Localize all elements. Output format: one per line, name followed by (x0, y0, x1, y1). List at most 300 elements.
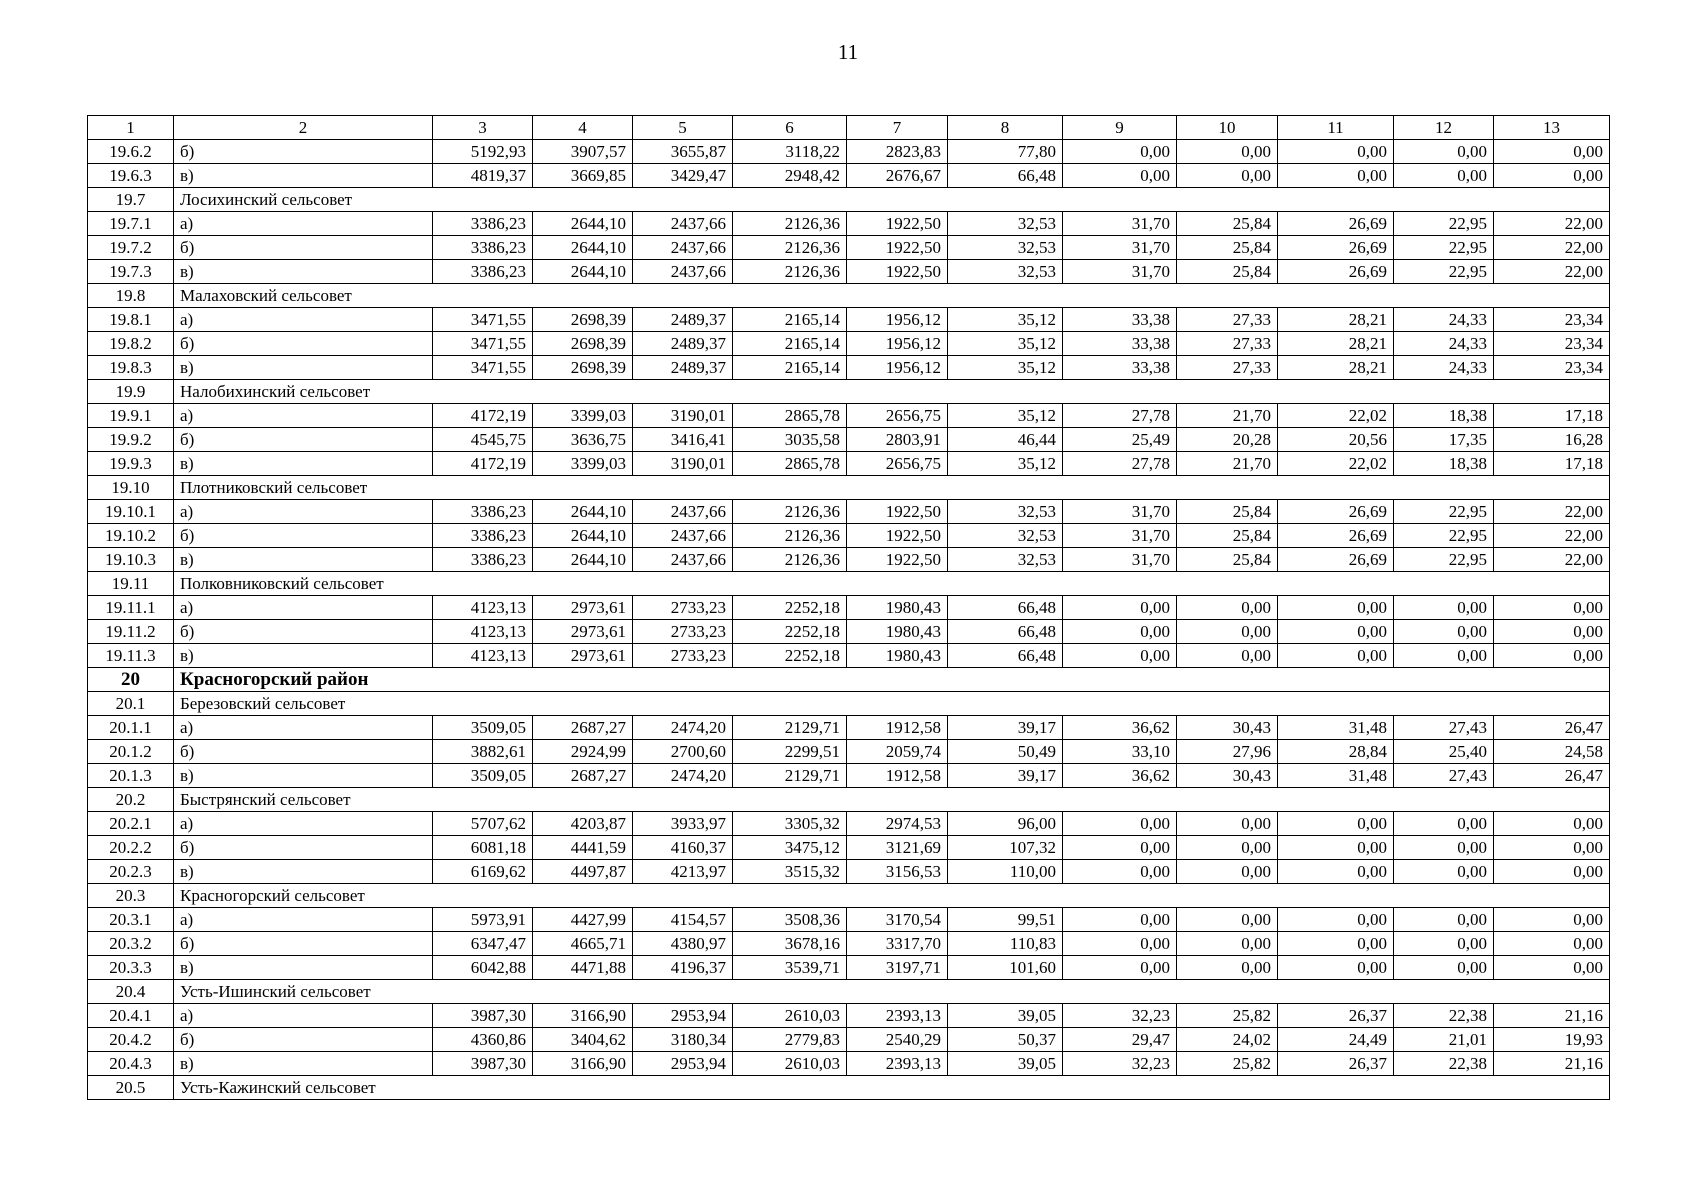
row-code: 20.1.2 (88, 740, 174, 764)
value-cell: 1922,50 (847, 260, 948, 284)
value-cell: 2656,75 (847, 452, 948, 476)
value-cell: 3471,55 (433, 332, 533, 356)
table-row (88, 716, 1610, 740)
table-row (88, 308, 1610, 332)
value-cell: 2687,27 (533, 716, 633, 740)
value-cell: 21,70 (1177, 452, 1278, 476)
value-cell: 2299,51 (733, 740, 847, 764)
value-cell: 0,00 (1394, 596, 1494, 620)
section-header-row (88, 284, 1610, 308)
value-cell: 3035,58 (733, 428, 847, 452)
section-name: Полковниковский сельсовет (174, 572, 1610, 596)
row-subitem: в) (174, 260, 433, 284)
value-cell: 1922,50 (847, 500, 948, 524)
row-code: 20.3.3 (88, 956, 174, 980)
value-cell: 31,70 (1063, 548, 1177, 572)
row-subitem: в) (174, 452, 433, 476)
row-code: 19.7.1 (88, 212, 174, 236)
section-name: Лосихинский сельсовет (174, 188, 1610, 212)
row-subitem: а) (174, 404, 433, 428)
value-cell: 50,49 (948, 740, 1063, 764)
value-cell: 3636,75 (533, 428, 633, 452)
value-cell: 25,84 (1177, 260, 1278, 284)
value-cell: 3669,85 (533, 164, 633, 188)
value-cell: 3386,23 (433, 260, 533, 284)
value-cell: 0,00 (1394, 620, 1494, 644)
row-code: 20.2.2 (88, 836, 174, 860)
value-cell: 3190,01 (633, 452, 733, 476)
value-cell: 2393,13 (847, 1004, 948, 1028)
value-cell: 22,00 (1494, 548, 1610, 572)
value-cell: 4172,19 (433, 404, 533, 428)
value-cell: 0,00 (1394, 164, 1494, 188)
table-row (88, 740, 1610, 764)
row-code: 20.1.1 (88, 716, 174, 740)
value-cell: 3386,23 (433, 548, 533, 572)
value-cell: 2437,66 (633, 260, 733, 284)
value-cell: 2489,37 (633, 308, 733, 332)
value-cell: 2437,66 (633, 236, 733, 260)
value-cell: 2126,36 (733, 212, 847, 236)
value-cell: 26,47 (1494, 716, 1610, 740)
value-cell: 4497,87 (533, 860, 633, 884)
value-cell: 39,05 (948, 1004, 1063, 1028)
value-cell: 2126,36 (733, 524, 847, 548)
value-cell: 3882,61 (433, 740, 533, 764)
value-cell: 0,00 (1177, 932, 1278, 956)
row-subitem: б) (174, 740, 433, 764)
value-cell: 25,84 (1177, 212, 1278, 236)
value-cell: 1922,50 (847, 212, 948, 236)
value-cell: 6081,18 (433, 836, 533, 860)
value-cell: 96,00 (948, 812, 1063, 836)
value-cell: 31,48 (1278, 764, 1394, 788)
value-cell: 1922,50 (847, 524, 948, 548)
value-cell: 4427,99 (533, 908, 633, 932)
value-cell: 22,00 (1494, 212, 1610, 236)
value-cell: 26,69 (1278, 236, 1394, 260)
value-cell: 3180,34 (633, 1028, 733, 1052)
section-header-row (88, 692, 1610, 716)
value-cell: 25,49 (1063, 428, 1177, 452)
value-cell: 1980,43 (847, 596, 948, 620)
value-cell: 2924,99 (533, 740, 633, 764)
row-subitem: б) (174, 428, 433, 452)
row-code: 19.8.3 (88, 356, 174, 380)
table-row (88, 140, 1610, 164)
value-cell: 2700,60 (633, 740, 733, 764)
section-header-row (88, 476, 1610, 500)
column-header: 12 (1394, 116, 1494, 140)
value-cell: 0,00 (1394, 932, 1494, 956)
section-header-row (88, 884, 1610, 908)
value-cell: 26,69 (1278, 548, 1394, 572)
table-row (88, 260, 1610, 284)
value-cell: 27,78 (1063, 452, 1177, 476)
value-cell: 0,00 (1494, 932, 1610, 956)
value-cell: 28,21 (1278, 356, 1394, 380)
column-header: 13 (1494, 116, 1610, 140)
section-name: Налобихинский сельсовет (174, 380, 1610, 404)
value-cell: 1980,43 (847, 620, 948, 644)
value-cell: 22,02 (1278, 404, 1394, 428)
value-cell: 2656,75 (847, 404, 948, 428)
row-subitem: а) (174, 596, 433, 620)
value-cell: 4380,97 (633, 932, 733, 956)
value-cell: 0,00 (1177, 836, 1278, 860)
value-cell: 26,47 (1494, 764, 1610, 788)
value-cell: 0,00 (1278, 932, 1394, 956)
value-cell: 0,00 (1494, 836, 1610, 860)
value-cell: 19,93 (1494, 1028, 1610, 1052)
value-cell: 35,12 (948, 452, 1063, 476)
table-row (88, 452, 1610, 476)
section-name: Плотниковский сельсовет (174, 476, 1610, 500)
value-cell: 28,84 (1278, 740, 1394, 764)
section-header-row (88, 788, 1610, 812)
value-cell: 4471,88 (533, 956, 633, 980)
value-cell: 2126,36 (733, 548, 847, 572)
value-cell: 3475,12 (733, 836, 847, 860)
table-row (88, 236, 1610, 260)
value-cell: 33,38 (1063, 308, 1177, 332)
value-cell: 2252,18 (733, 644, 847, 668)
value-cell: 0,00 (1177, 596, 1278, 620)
column-header: 10 (1177, 116, 1278, 140)
value-cell: 31,70 (1063, 260, 1177, 284)
row-subitem: б) (174, 524, 433, 548)
value-cell: 0,00 (1278, 836, 1394, 860)
value-cell: 4160,37 (633, 836, 733, 860)
row-code: 19.8.1 (88, 308, 174, 332)
value-cell: 0,00 (1494, 908, 1610, 932)
column-header: 3 (433, 116, 533, 140)
value-cell: 2437,66 (633, 548, 733, 572)
value-cell: 3429,47 (633, 164, 733, 188)
value-cell: 27,33 (1177, 332, 1278, 356)
value-cell: 2126,36 (733, 260, 847, 284)
table-row (88, 836, 1610, 860)
value-cell: 30,43 (1177, 764, 1278, 788)
value-cell: 24,58 (1494, 740, 1610, 764)
value-cell: 2129,71 (733, 764, 847, 788)
value-cell: 0,00 (1278, 812, 1394, 836)
row-code: 20.1.3 (88, 764, 174, 788)
value-cell: 2973,61 (533, 620, 633, 644)
column-header: 7 (847, 116, 948, 140)
value-cell: 16,28 (1494, 428, 1610, 452)
value-cell: 2698,39 (533, 332, 633, 356)
row-subitem: б) (174, 836, 433, 860)
value-cell: 3386,23 (433, 236, 533, 260)
row-subitem: в) (174, 164, 433, 188)
value-cell: 23,34 (1494, 308, 1610, 332)
value-cell: 0,00 (1177, 140, 1278, 164)
section-name: Березовский сельсовет (174, 692, 1610, 716)
value-cell: 22,02 (1278, 452, 1394, 476)
value-cell: 26,69 (1278, 500, 1394, 524)
table-row (88, 404, 1610, 428)
value-cell: 2610,03 (733, 1052, 847, 1076)
row-subitem: б) (174, 1028, 433, 1052)
value-cell: 3508,36 (733, 908, 847, 932)
value-cell: 18,38 (1394, 404, 1494, 428)
value-cell: 3386,23 (433, 524, 533, 548)
value-cell: 5707,62 (433, 812, 533, 836)
row-subitem: а) (174, 1004, 433, 1028)
value-cell: 3386,23 (433, 212, 533, 236)
value-cell: 2393,13 (847, 1052, 948, 1076)
value-cell: 0,00 (1494, 140, 1610, 164)
table-row (88, 908, 1610, 932)
row-code: 19.10.2 (88, 524, 174, 548)
value-cell: 2823,83 (847, 140, 948, 164)
row-subitem: б) (174, 620, 433, 644)
value-cell: 3166,90 (533, 1052, 633, 1076)
value-cell: 0,00 (1394, 956, 1494, 980)
value-cell: 21,01 (1394, 1028, 1494, 1052)
row-code: 19.9.2 (88, 428, 174, 452)
value-cell: 32,53 (948, 260, 1063, 284)
value-cell: 25,84 (1177, 524, 1278, 548)
column-header: 11 (1278, 116, 1394, 140)
value-cell: 4203,87 (533, 812, 633, 836)
column-header: 6 (733, 116, 847, 140)
row-subitem: а) (174, 812, 433, 836)
value-cell: 31,70 (1063, 500, 1177, 524)
value-cell: 26,69 (1278, 524, 1394, 548)
value-cell: 101,60 (948, 956, 1063, 980)
value-cell: 0,00 (1394, 908, 1494, 932)
row-code: 19.10 (88, 476, 174, 500)
value-cell: 39,05 (948, 1052, 1063, 1076)
row-subitem: а) (174, 716, 433, 740)
row-code: 19.7.3 (88, 260, 174, 284)
value-cell: 20,28 (1177, 428, 1278, 452)
value-cell: 0,00 (1494, 956, 1610, 980)
value-cell: 2865,78 (733, 452, 847, 476)
value-cell: 25,40 (1394, 740, 1494, 764)
row-code: 20.4.1 (88, 1004, 174, 1028)
value-cell: 3197,71 (847, 956, 948, 980)
value-cell: 1922,50 (847, 548, 948, 572)
value-cell: 2474,20 (633, 716, 733, 740)
value-cell: 26,69 (1278, 212, 1394, 236)
value-cell: 3404,62 (533, 1028, 633, 1052)
value-cell: 27,78 (1063, 404, 1177, 428)
row-code: 19.8 (88, 284, 174, 308)
value-cell: 4213,97 (633, 860, 733, 884)
value-cell: 3190,01 (633, 404, 733, 428)
value-cell: 26,37 (1278, 1004, 1394, 1028)
value-cell: 2698,39 (533, 308, 633, 332)
value-cell: 17,18 (1494, 404, 1610, 428)
value-cell: 22,00 (1494, 236, 1610, 260)
value-cell: 29,47 (1063, 1028, 1177, 1052)
value-cell: 0,00 (1063, 140, 1177, 164)
value-cell: 22,95 (1394, 548, 1494, 572)
value-cell: 22,95 (1394, 524, 1494, 548)
value-cell: 27,33 (1177, 356, 1278, 380)
value-cell: 50,37 (948, 1028, 1063, 1052)
value-cell: 46,44 (948, 428, 1063, 452)
page-number: 11 (837, 40, 859, 64)
value-cell: 2865,78 (733, 404, 847, 428)
value-cell: 39,17 (948, 716, 1063, 740)
district-name: Красногорский район (174, 668, 1610, 692)
section-name: Красногорский сельсовет (174, 884, 1610, 908)
value-cell: 1956,12 (847, 308, 948, 332)
value-cell: 0,00 (1494, 620, 1610, 644)
row-code: 19.11.1 (88, 596, 174, 620)
value-cell: 1956,12 (847, 332, 948, 356)
value-cell: 22,95 (1394, 260, 1494, 284)
value-cell: 24,33 (1394, 356, 1494, 380)
value-cell: 33,38 (1063, 356, 1177, 380)
value-cell: 35,12 (948, 356, 1063, 380)
value-cell: 2687,27 (533, 764, 633, 788)
value-cell: 3509,05 (433, 716, 533, 740)
column-header: 8 (948, 116, 1063, 140)
value-cell: 2165,14 (733, 332, 847, 356)
value-cell: 3933,97 (633, 812, 733, 836)
value-cell: 0,00 (1278, 140, 1394, 164)
row-subitem: в) (174, 764, 433, 788)
value-cell: 25,84 (1177, 236, 1278, 260)
value-cell: 0,00 (1177, 620, 1278, 644)
value-cell: 24,33 (1394, 308, 1494, 332)
row-subitem: в) (174, 860, 433, 884)
table-row (88, 428, 1610, 452)
value-cell: 0,00 (1394, 140, 1494, 164)
row-code: 19.9.3 (88, 452, 174, 476)
value-cell: 22,00 (1494, 524, 1610, 548)
value-cell: 0,00 (1177, 860, 1278, 884)
value-cell: 20,56 (1278, 428, 1394, 452)
value-cell: 27,43 (1394, 716, 1494, 740)
value-cell: 4819,37 (433, 164, 533, 188)
value-cell: 2126,36 (733, 500, 847, 524)
value-cell: 4154,57 (633, 908, 733, 932)
value-cell: 2698,39 (533, 356, 633, 380)
value-cell: 32,53 (948, 236, 1063, 260)
table-row (88, 956, 1610, 980)
value-cell: 2973,61 (533, 596, 633, 620)
value-cell: 2803,91 (847, 428, 948, 452)
column-header: 4 (533, 116, 633, 140)
value-cell: 24,33 (1394, 332, 1494, 356)
value-cell: 2953,94 (633, 1004, 733, 1028)
value-cell: 2437,66 (633, 500, 733, 524)
value-cell: 0,00 (1063, 956, 1177, 980)
value-cell: 4545,75 (433, 428, 533, 452)
row-code: 20.2.1 (88, 812, 174, 836)
value-cell: 3471,55 (433, 356, 533, 380)
section-name: Усть-Ишинский сельсовет (174, 980, 1610, 1004)
table-row (88, 548, 1610, 572)
table-row (88, 620, 1610, 644)
value-cell: 3118,22 (733, 140, 847, 164)
value-cell: 28,21 (1278, 308, 1394, 332)
value-cell: 2779,83 (733, 1028, 847, 1052)
value-cell: 0,00 (1278, 164, 1394, 188)
row-code: 20.5 (88, 1076, 174, 1100)
value-cell: 3655,87 (633, 140, 733, 164)
row-code: 19.9.1 (88, 404, 174, 428)
value-cell: 0,00 (1177, 644, 1278, 668)
row-code: 20.4 (88, 980, 174, 1004)
table-row (88, 1052, 1610, 1076)
value-cell: 3156,53 (847, 860, 948, 884)
table-row (88, 500, 1610, 524)
value-cell: 4360,86 (433, 1028, 533, 1052)
column-header: 1 (88, 116, 174, 140)
value-cell: 3987,30 (433, 1052, 533, 1076)
row-code: 19.11.3 (88, 644, 174, 668)
value-cell: 36,62 (1063, 764, 1177, 788)
value-cell: 3987,30 (433, 1004, 533, 1028)
value-cell: 3539,71 (733, 956, 847, 980)
value-cell: 3170,54 (847, 908, 948, 932)
value-cell: 1980,43 (847, 644, 948, 668)
value-cell: 3907,57 (533, 140, 633, 164)
value-cell: 99,51 (948, 908, 1063, 932)
row-code: 19.7.2 (88, 236, 174, 260)
table-row (88, 860, 1610, 884)
value-cell: 21,16 (1494, 1052, 1610, 1076)
value-cell: 2644,10 (533, 260, 633, 284)
row-subitem: б) (174, 932, 433, 956)
value-cell: 3399,03 (533, 452, 633, 476)
tariff-table (87, 115, 1610, 1100)
district-header-row (88, 668, 1610, 692)
value-cell: 32,23 (1063, 1004, 1177, 1028)
value-cell: 3416,41 (633, 428, 733, 452)
value-cell: 2252,18 (733, 620, 847, 644)
value-cell: 3399,03 (533, 404, 633, 428)
row-code: 19.11.2 (88, 620, 174, 644)
value-cell: 22,95 (1394, 500, 1494, 524)
row-subitem: б) (174, 140, 433, 164)
value-cell: 32,53 (948, 212, 1063, 236)
value-cell: 2676,67 (847, 164, 948, 188)
value-cell: 2474,20 (633, 764, 733, 788)
value-cell: 21,16 (1494, 1004, 1610, 1028)
value-cell: 2644,10 (533, 548, 633, 572)
row-subitem: а) (174, 908, 433, 932)
value-cell: 25,82 (1177, 1004, 1278, 1028)
value-cell: 32,53 (948, 500, 1063, 524)
value-cell: 4123,13 (433, 644, 533, 668)
value-cell: 0,00 (1177, 956, 1278, 980)
value-cell: 22,00 (1494, 500, 1610, 524)
value-cell: 1912,58 (847, 764, 948, 788)
value-cell: 2610,03 (733, 1004, 847, 1028)
column-number-row (88, 116, 1610, 140)
value-cell: 32,53 (948, 524, 1063, 548)
value-cell: 17,18 (1494, 452, 1610, 476)
table-row (88, 1028, 1610, 1052)
value-cell: 0,00 (1063, 620, 1177, 644)
value-cell: 2733,23 (633, 620, 733, 644)
value-cell: 66,48 (948, 644, 1063, 668)
row-code: 20.3 (88, 884, 174, 908)
table-row (88, 212, 1610, 236)
value-cell: 2644,10 (533, 212, 633, 236)
value-cell: 27,43 (1394, 764, 1494, 788)
section-name: Малаховский сельсовет (174, 284, 1610, 308)
value-cell: 0,00 (1063, 596, 1177, 620)
